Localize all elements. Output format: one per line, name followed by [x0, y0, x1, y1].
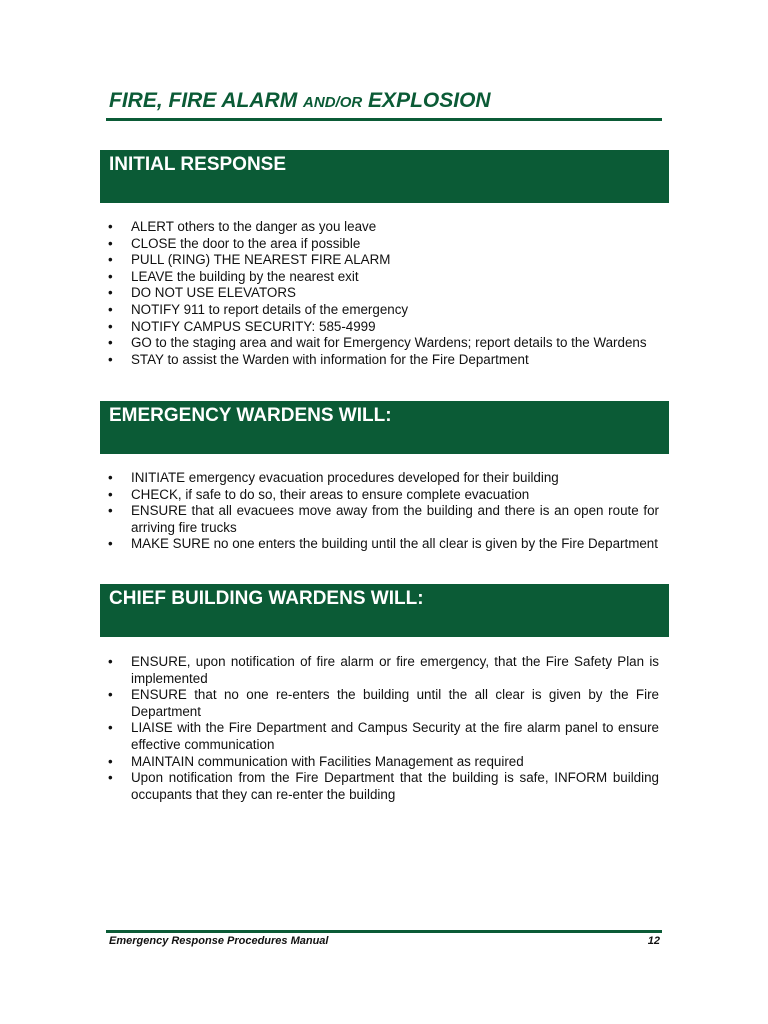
list-item-text: Upon notification from the Fire Department that the building is safe, INFORM building occupants that they can re-enter the building [131, 770, 659, 802]
bullet-icon: • [108, 318, 113, 334]
bullet-icon: • [108, 536, 113, 552]
section-heading: INITIAL RESPONSE [109, 154, 287, 175]
list-item [0, 352, 768, 369]
section-banner-initial-response [100, 150, 669, 203]
list-item [0, 302, 768, 319]
list-item [0, 285, 768, 302]
bullet-icon: • [108, 470, 113, 485]
list-item-text: LEAVE the building by the nearest exit [131, 268, 359, 284]
list-item-text: CHECK, if safe to do so, their areas to ensure complete evacuation [131, 486, 530, 502]
bullet-icon: • [108, 285, 113, 301]
list-item [0, 754, 768, 771]
bullet-icon: • [108, 351, 113, 367]
list-item-text: ALERT others to the danger as you leave [131, 219, 377, 234]
title-part-explosion: EXPLOSION [362, 89, 491, 112]
section-banner-chief-building-wardens [100, 584, 669, 637]
footer-manual-title: Emergency Response Procedures Manual [109, 935, 329, 947]
list-item-text: NOTIFY CAMPUS SECURITY: 585-4999 [131, 318, 376, 334]
list-item [0, 536, 768, 553]
initial-response-list [0, 219, 768, 368]
footer-rule [106, 930, 662, 933]
title-part-andor: AND/OR [303, 94, 363, 111]
list-item [0, 252, 768, 269]
list-item [0, 503, 768, 536]
bullet-icon: • [108, 235, 113, 251]
list-item-text: MAKE SURE no one enters the building until the all clear is given by the Fire Department [131, 536, 658, 552]
bullet-icon: • [108, 486, 113, 502]
section-banner-emergency-wardens [100, 401, 669, 454]
bullet-icon: • [108, 687, 113, 703]
list-item [0, 720, 768, 753]
bullet-icon: • [108, 770, 113, 786]
bullet-icon: • [108, 301, 113, 317]
list-item-text: GO to the staging area and wait for Emergency Wardens; report details to the Wardens [131, 335, 647, 351]
bullet-icon: • [108, 720, 113, 736]
list-item [0, 319, 768, 336]
title-part-fire: FIRE, FIRE ALARM [109, 89, 304, 112]
list-item-text: NOTIFY 911 to report details of the emergency [131, 301, 409, 317]
section-heading: CHIEF BUILDING WARDENS WILL: [109, 588, 424, 609]
list-item-text: ENSURE that no one re-enters the building until the all clear is given by the Fire Department [131, 687, 659, 719]
bullet-icon: • [108, 268, 113, 284]
list-item-text: CLOSE the door to the area if possible [131, 235, 361, 251]
bullet-icon: • [108, 219, 113, 234]
list-item-text: STAY to assist the Warden with information for the Fire Department [131, 351, 529, 367]
page-title [109, 89, 491, 113]
bullet-icon: • [108, 753, 113, 769]
list-item-text: DO NOT USE ELEVATORS [131, 285, 296, 301]
page-number: 12 [647, 935, 660, 947]
list-item-text: MAINTAIN communication with Facilities Management as required [131, 753, 524, 769]
list-item-text: INITIATE emergency evacuation procedures developed for their building [131, 470, 559, 485]
section-heading: EMERGENCY WARDENS WILL: [109, 405, 392, 426]
list-item-text: ENSURE that all evacuees move away from the building and there is an open route for arriving fire trucks [131, 503, 659, 535]
title-underline [106, 118, 662, 121]
list-item-text: ENSURE, upon notification of fire alarm or fire emergency, that the Fire Safety Plan is implemented [131, 654, 659, 686]
bullet-icon: • [108, 503, 113, 519]
list-item [0, 219, 768, 236]
list-item [0, 654, 768, 687]
list-item [0, 470, 768, 487]
list-item [0, 687, 768, 720]
list-item [0, 487, 768, 504]
list-item-text: LIAISE with the Fire Department and Campus Security at the fire alarm panel to ensure effective communication [131, 720, 659, 752]
list-item-text: PULL (RING) THE NEAREST FIRE ALARM [131, 252, 391, 268]
bullet-icon: • [108, 335, 113, 351]
emergency-wardens-list [0, 470, 768, 553]
list-item [0, 335, 768, 352]
chief-building-wardens-list [0, 654, 768, 803]
list-item [0, 269, 768, 286]
list-item [0, 236, 768, 253]
list-item [0, 770, 768, 803]
bullet-icon: • [108, 654, 113, 669]
bullet-icon: • [108, 252, 113, 268]
